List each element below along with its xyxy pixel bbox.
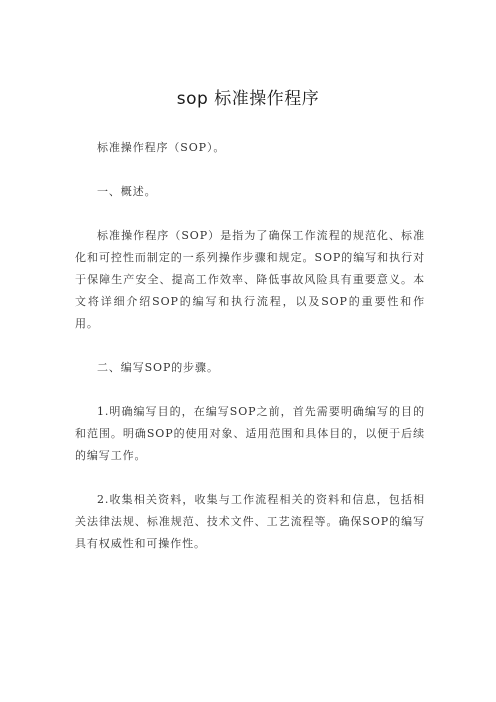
paragraph-sop-heading: 标准操作程序（SOP）。 [97,141,226,154]
paragraph-spacer [75,467,425,489]
section-heading-overview: 一、概述。 [97,185,157,198]
section-heading-steps: 二、编写SOP的步骤。 [97,361,219,374]
paragraph-step-1: 1.明确编写目的，在编写SOP之前，首先需要明确编写的目的和范围。明确SOP的使用对象、适用范围和具体目的，以便于后续的编写工作。 [75,405,425,462]
document-body [75,137,425,555]
document-title: sop 标准操作程序 [176,89,320,109]
paragraph-overview: 标准操作程序（SOP）是指为了确保工作流程的规范化、标准化和可控性而制定的一系列操作步骤和规定。SOP的编写和执行对于保障生产安全、提高工作效率、降低事故风险具有重要意义。本文将详细介绍SOP的编写和执行流程，以及SOP的重要性和作用。 [75,229,425,330]
paragraph-spacer [75,379,425,401]
paragraph-spacer [75,203,425,225]
paragraph-spacer [75,159,425,181]
paragraph-step-2: 2.收集相关资料，收集与工作流程相关的资料和信息，包括相关法律法规、标准规范、技术文件、工艺流程等。确保SOP的编写具有权威性和可操作性。 [75,493,425,550]
paragraph-spacer [75,335,425,357]
